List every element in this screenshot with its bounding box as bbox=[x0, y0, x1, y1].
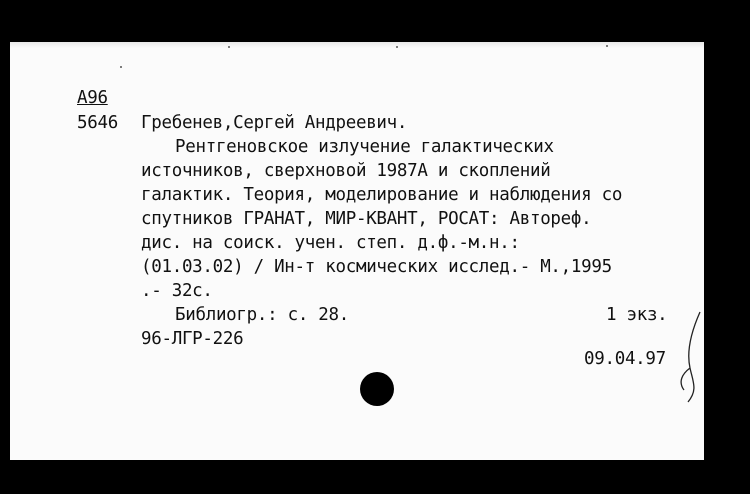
punch-hole bbox=[360, 372, 394, 406]
dust-speck bbox=[396, 46, 398, 48]
inventory-number: 5646 bbox=[77, 113, 118, 133]
copies-count: 1 экз. bbox=[606, 305, 668, 325]
date-stamp: 09.04.97 bbox=[584, 349, 666, 369]
title-line-2: источников, сверхновой 1987А и скоплений bbox=[141, 161, 551, 181]
catalog-card bbox=[10, 42, 704, 460]
catalog-code: 96-ЛГР-226 bbox=[141, 329, 244, 349]
shelf-code: А96 bbox=[77, 88, 108, 108]
title-line-6: (01.03.02) / Ин-т космических исслед.- М.,1995 bbox=[141, 257, 612, 277]
author-line: Гребенев,Сергей Андреевич. bbox=[141, 113, 408, 133]
title-line-3: галактик. Теория, моделирование и наблюдения со bbox=[141, 185, 623, 205]
title-line-5: дис. на соиск. учен. степ. д.ф.-м.н.: bbox=[141, 233, 520, 253]
title-line-1: Рентгеновское излучение галактических bbox=[175, 137, 554, 157]
dust-speck bbox=[606, 45, 608, 47]
dust-speck bbox=[228, 46, 230, 48]
bibliography-note: Библиогр.: с. 28. bbox=[175, 305, 350, 325]
title-line-7: .- 32с. bbox=[141, 281, 213, 301]
title-line-4: спутников ГРАНАТ, МИР-КВАНТ, РОСАТ: Автореф. bbox=[141, 209, 592, 229]
dust-speck bbox=[120, 66, 122, 68]
card-edge-shadow bbox=[10, 42, 704, 48]
handwritten-mark-icon bbox=[674, 310, 704, 410]
